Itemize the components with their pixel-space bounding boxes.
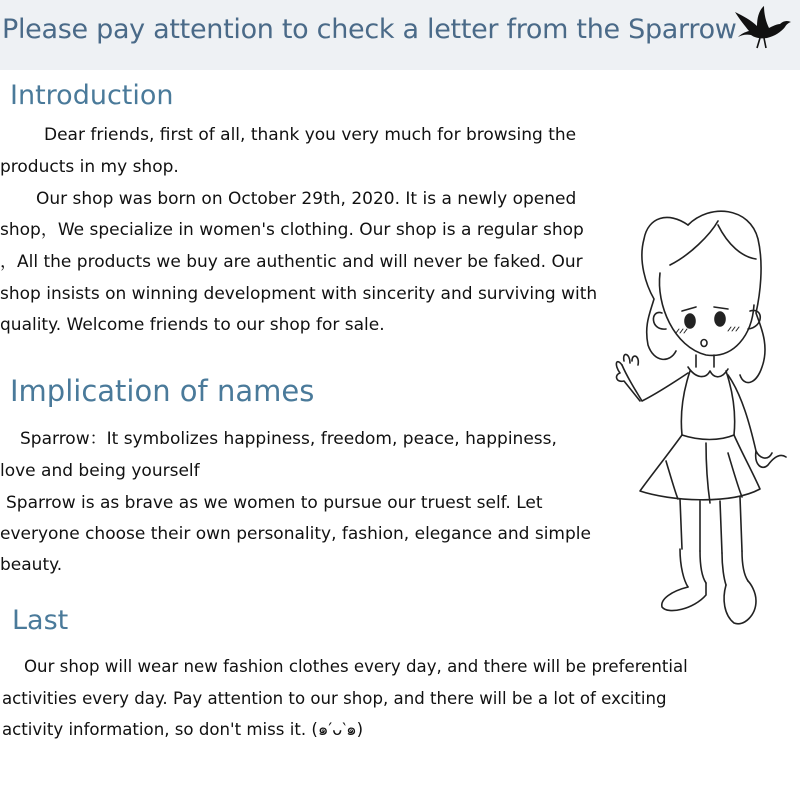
paragraph-line: Dear friends, first of all, thank you very much for browsing the — [44, 125, 577, 145]
paragraph-line: Our shop was born on October 29th, 2020. It is a newly opened — [36, 189, 577, 209]
section-heading-last: Last — [12, 605, 69, 636]
paragraph-line: Sparrow is as brave as we women to pursue our truest self. Let — [6, 493, 543, 513]
paragraph-line: activity information, so don't miss it. (๑′ᴗ‵๑) — [2, 720, 364, 739]
page-header — [0, 0, 800, 70]
page-title: Please pay attention to check a letter from the Sparrow — [2, 14, 737, 45]
section-heading-introduction: Introduction — [10, 80, 174, 111]
paragraph-line: shop insists on winning development with sincerity and surviving with — [0, 284, 598, 304]
paragraph-line: Our shop will wear new fashion clothes every day, and there will be preferential — [24, 657, 688, 676]
paragraph-line: activities every day. Pay attention to our shop, and there will be a lot of exciting — [2, 689, 667, 708]
paragraph-line: love and being yourself — [0, 461, 200, 481]
paragraph-line: beauty. — [0, 555, 63, 575]
paragraph-line: shop，We specialize in women's clothing. Our shop is a regular shop — [0, 220, 584, 240]
paragraph-line: ，All the products we buy are authentic and will never be faked. Our — [0, 252, 583, 272]
sparrow-bird-icon — [733, 4, 793, 54]
section-heading-implication: Implication of names — [10, 374, 315, 408]
paragraph-line: quality. Welcome friends to our shop for sale. — [0, 315, 385, 335]
paragraph-line: Sparrow：It symbolizes happiness, freedom, peace, happiness, — [20, 429, 557, 449]
cartoon-girl-waving-illustration — [610, 195, 790, 635]
paragraph-line: products in my shop. — [0, 157, 179, 177]
paragraph-line: everyone choose their own personality, fashion, elegance and simple — [0, 524, 591, 544]
